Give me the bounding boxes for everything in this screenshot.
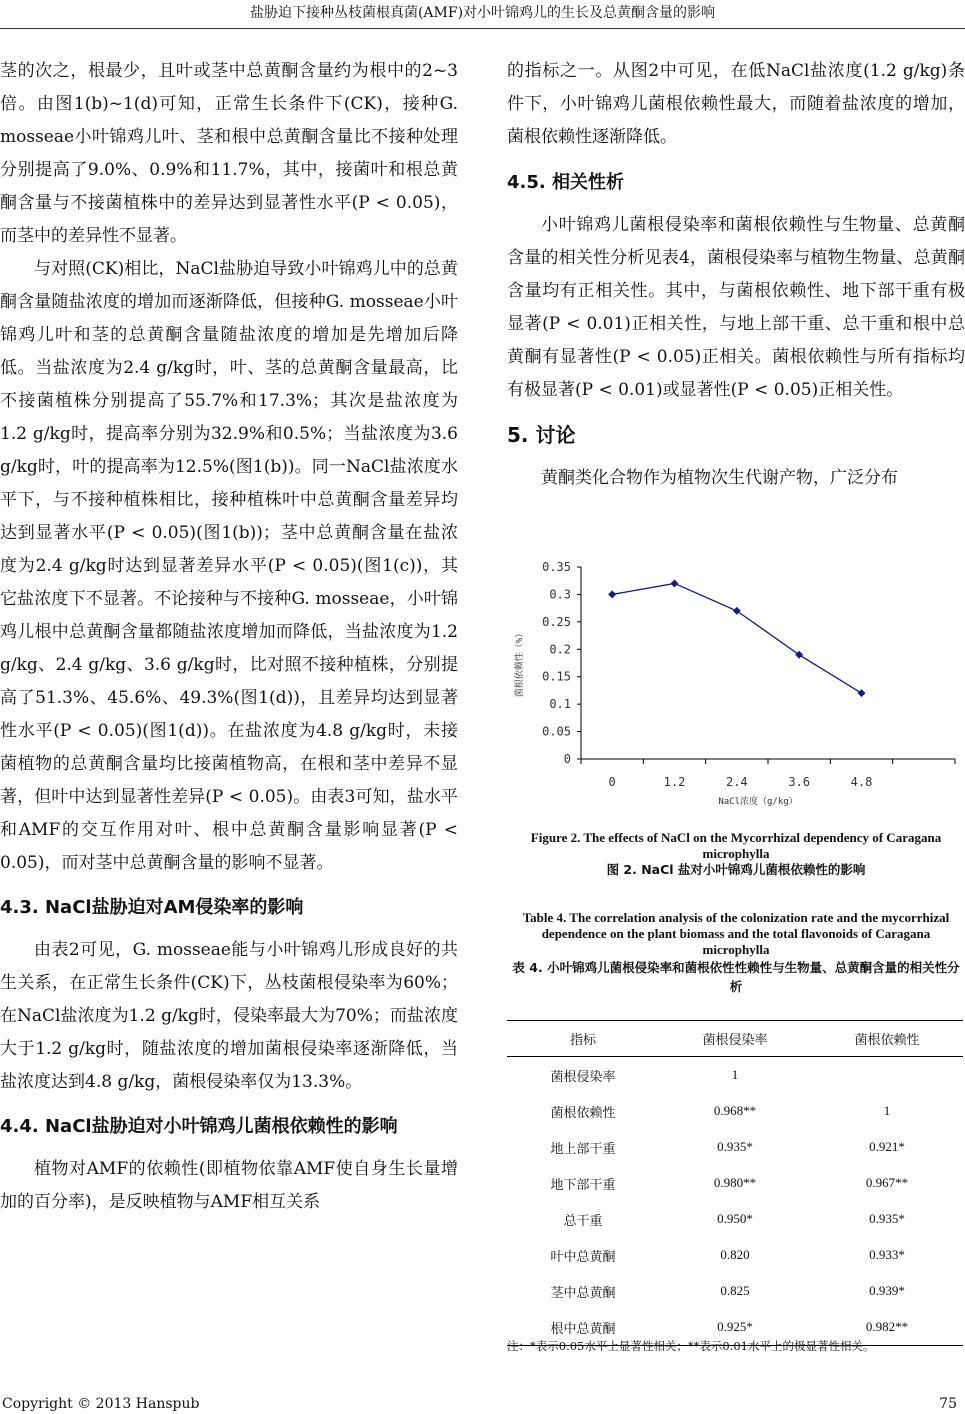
paragraph: 植物对AMF的依赖性(即植物依靠AMF使自身生长量增加的百分率)，是反映植物与AMF相互关系 (0, 1159, 458, 1212)
table-cell: 地下部干重 (550, 1176, 616, 1192)
table-cell: 0.967** (865, 1175, 909, 1190)
figure-caption-en: Figure 2. The effects of NaCl on the Mycorrhizal dependency of Caragana microphylla (530, 830, 942, 861)
x-tick-label: 2.4 (725, 775, 748, 789)
header-rule (0, 28, 965, 29)
y-tick-label: 0 (563, 752, 571, 766)
paragraph: 与对照(CK)相比，NaCl盐胁迫导致小叶锦鸡儿中的总黄酮含量随盐浓度的增加而逐渐降低，但接种G. mosseae小叶锦鸡儿叶和茎的总黄酮含量随盐浓度的增加是先增加后降低。当盐浓度为2.4 g/kg时，叶、茎的总黄酮含量最高，比不接菌植株分别提高了55.7%和17.3%；其次是盐浓度为1.2 g/kg时，提高率分别为32.9%和0.5%；当盐浓度为3.6 g/kg时，叶的提高率为12.5%(图1(b))。同一NaCl盐浓度水平下，与不接种植株相比，接种植株叶中总黄酮含量差异均达到显著水平(P < 0.05)(图1(b))；茎中总黄酮含量在盐浓度为2.4 g/kg时达到显著差异水平(P < 0.05)(图1(c))，其它盐浓度下不显著。不论接种与不接种G. mosseae，小叶锦鸡儿根中总黄酮含量都随盐浓度增加而降低，当盐浓度为1.2 g/kg、2.4 g/kg、3.6 g/kg时，比对照不接种植株，分别提高了51.3%、45.6%、49.3%(图1(d))，且差异均达到显著性水平(P < 0.05)(图1(d))。在盐浓度为4.8 g/kg时，未接菌植物的总黄酮含量均比接菌植物高，在根和茎中差异不显著，但叶中达到显著性差异(P < 0.05)。由表3可知，盐水平和AMF的交互作用对叶、根中总黄酮含量影响显著(P < 0.05)，而对茎中总黄酮含量的影响不显著。 (0, 259, 458, 873)
table-cell: 0.935* (717, 1139, 753, 1154)
x-axis-label: NaCl浓度（g/kg） (718, 797, 798, 807)
y-tick-label: 0.15 (542, 669, 571, 684)
series-line (612, 583, 861, 693)
table-cell: 0.925* (659, 1309, 811, 1346)
table-row (507, 1165, 963, 1201)
copyright: Copyright © 2013 Hanspub (2, 1396, 200, 1412)
page-number: 75 (939, 1396, 957, 1412)
table-cell: 0.982** (811, 1309, 963, 1346)
table-cell: 0.825 (720, 1283, 750, 1298)
figure-caption-cn: 图 2. NaCl 盐对小叶锦鸡儿菌根依赖性的影响 (606, 862, 866, 877)
table-row (507, 1201, 963, 1237)
left-column (0, 55, 458, 1219)
paragraph: 黄酮类化合物作为植物次生代谢产物，广泛分布 (541, 468, 898, 488)
table-cell: 菌根侵染率 (550, 1068, 616, 1084)
data-point (795, 651, 803, 659)
table-cell: 0.820 (720, 1247, 750, 1262)
table-cell: 1 (883, 1103, 891, 1118)
table-note: 注：*表示0.05水平上显著性相关；**表示0.01水平上的极显著性相关。 (507, 1339, 875, 1353)
table-cell: 0.980** (713, 1175, 757, 1190)
x-tick-label: 0 (608, 775, 616, 789)
right-column (507, 55, 965, 495)
y-tick-label: 0.35 (542, 560, 571, 574)
table-4-caption (507, 910, 965, 996)
table-cell: 地上部干重 (550, 1140, 616, 1156)
section-heading-5: 5. 讨论 (507, 423, 576, 447)
table-cell: 0.933* (869, 1247, 905, 1262)
column-header: 指标 (507, 1021, 659, 1057)
y-tick-label: 0.3 (549, 587, 571, 602)
x-tick-label: 1.2 (663, 775, 686, 789)
y-tick-label: 0.05 (542, 724, 571, 739)
table-cell: 0.939* (869, 1283, 905, 1298)
data-point (858, 689, 866, 697)
table-cell: 叶中总黄酮 (550, 1248, 616, 1264)
section-heading-4-4: 4.4. NaCl盐胁迫对小叶锦鸡儿菌根依赖性的影响 (0, 1116, 398, 1137)
table-row (507, 1129, 963, 1165)
y-tick-label: 0.1 (549, 697, 571, 712)
table-row (507, 1237, 963, 1273)
paragraph: 小叶锦鸡儿菌根侵染率和菌根依赖性与生物量、总黄酮含量的相关性分析见表4，菌根侵染率与植物生物量、总黄酮含量均有正相关性。其中，与菌根依赖性、地下部干重有极显著(P < 0.01)正相关性，与地上部干重、总干重和根中总黄酮有显著性(P < 0.05)正相关。菌根依赖性与所有指标均有极显著(P < 0.01)或显著性(P < 0.05)正相关性。 (507, 215, 965, 400)
table-cell (811, 1057, 963, 1094)
y-axis-label: 菌根依赖性（%） (515, 628, 525, 698)
column-header: 菌根依赖性 (811, 1021, 963, 1057)
table-cell: 0.950* (717, 1211, 753, 1226)
paragraph: 的指标之一。从图2中可见，在低NaCl盐浓度(1.2 g/kg)条件下，小叶锦鸡儿菌根依赖性最大，而随着盐浓度的增加，菌根依赖性逐渐降低。 (507, 61, 965, 147)
section-heading-4-5: 4.5. 相关性析 (507, 172, 624, 193)
table-cell: 菌根依赖性 (550, 1104, 616, 1120)
data-point (671, 579, 679, 587)
section-heading-4-3: 4.3. NaCl盐胁迫对AM侵染率的影响 (0, 897, 304, 918)
data-point (608, 590, 616, 598)
table-cell: 0.921* (869, 1139, 905, 1154)
figure-2-chart (500, 550, 965, 820)
running-header: 盐胁迫下接种丛枝菌根真菌(AMF)对小叶锦鸡儿的生长及总黄酮含量的影响 (249, 5, 716, 21)
table-cell: 茎中总黄酮 (550, 1284, 616, 1300)
table-row (507, 1093, 963, 1129)
paragraph: 茎的次之，根最少，且叶或茎中总黄酮含量约为根中的2~3倍。由图1(b)~1(d)可知，正常生长条件下(CK)，接种G. mosseae小叶锦鸡儿叶、茎和根中总黄酮含量比不接种处理分别提高了9.0%、0.9%和11.7%，其中，接菌叶和根总黄酮含量与不接菌植株中的差异达到显著性水平(P < 0.05)，而茎中的差异性不显著。 (0, 61, 458, 246)
x-tick-label: 4.8 (850, 775, 873, 789)
figure-2-caption (507, 830, 965, 878)
table-cell: 总干重 (563, 1212, 603, 1228)
table-row (507, 1057, 963, 1094)
correlation-table (507, 1020, 963, 1346)
table-cell: 0.935* (869, 1211, 905, 1226)
table-caption-cn: 表 4. 小叶锦鸡儿菌根侵染率和菌根依性性赖性与生物量、总黄酮含量的相关性分析 (512, 960, 960, 994)
data-point (733, 607, 741, 615)
table-cell: 0.968** (713, 1103, 757, 1118)
y-tick-label: 0.25 (542, 614, 571, 629)
y-tick-label: 0.2 (549, 642, 571, 657)
table-caption-en: Table 4. The correlation analysis of the colonization rate and the mycorrhizal dependence on the plant biomass and the total flavonoids of Caragana microphylla (522, 910, 950, 957)
table-cell: 1 (731, 1067, 739, 1082)
table-cell: 根中总黄酮 (507, 1309, 659, 1346)
table-row (507, 1273, 963, 1309)
x-tick-label: 3.6 (788, 775, 811, 789)
paragraph: 由表2可见，G. mosseae能与小叶锦鸡儿形成良好的共生关系，在正常生长条件(CK)下，丛枝菌根侵染率为60%；在NaCl盐浓度为1.2 g/kg时，侵染率最大为70%；而盐浓度大于1.2 g/kg时，随盐浓度的增加菌根侵染率逐渐降低，当盐浓度达到4.8 g/kg，菌根侵染率仅为13.3%。 (0, 940, 458, 1092)
column-header: 菌根侵染率 (659, 1021, 811, 1057)
